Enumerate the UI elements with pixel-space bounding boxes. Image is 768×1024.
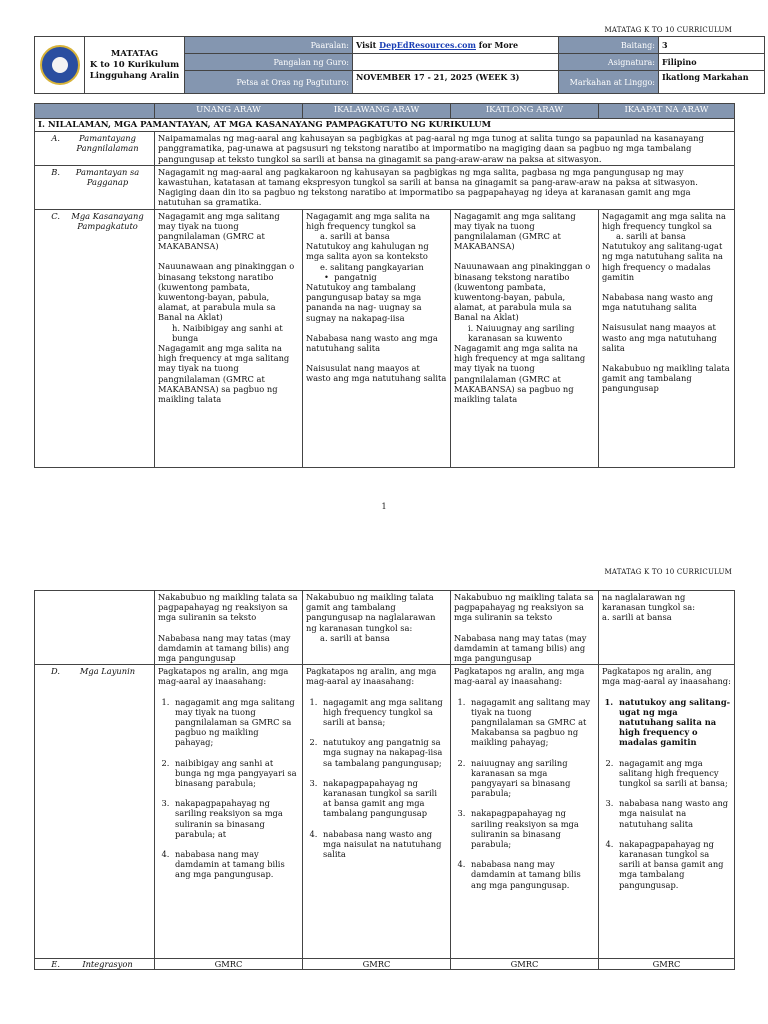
objective-item: 4. nababasa nang may damdamin at tamang bilis ang mga pangungusap. — [468, 859, 595, 890]
row-label-text: Pamantayan sa Pagganap — [75, 166, 140, 188]
row-letter: C. — [51, 210, 60, 221]
objective-item: 4. nababasa nang may damdamin at tamang bilis ang mga pangungusap. — [172, 849, 299, 880]
bullet-item — [306, 272, 447, 282]
layunin-day3 — [451, 665, 599, 959]
paragraph: Naisusulat nang maayos at wasto ang mga natutuhang salita — [602, 322, 717, 353]
title-line-1: MATATAG — [110, 48, 159, 59]
objective-item: 1. nagagamit ang mga salitang may tiyak na tuong pangnilalaman sa GMRC sa pagbuo ng maikling pahayag; — [172, 697, 299, 748]
day-header-2: IKALAWANG ARAW — [303, 104, 451, 119]
petsa-label: Petsa at Oras ng Pagtuturo: — [185, 71, 353, 94]
page-number: 1 — [381, 502, 387, 511]
continuation-day3 — [451, 591, 599, 665]
sub-item: a. sarili at bansa — [616, 231, 686, 242]
lesson-table-page2 — [34, 590, 735, 970]
guro-value — [353, 54, 559, 71]
integrasyon-day2: GMRC — [303, 959, 451, 970]
objective-item: 2. nagagamit ang mga salitang high frequency tungkol sa sarili at bansa; — [616, 758, 731, 789]
paragraph: Nagagamit ang mga salitang may tiyak na tuong pangnilalaman (GMRC at MAKABANSA) — [454, 210, 576, 252]
asignatura-label: Asignatura: — [559, 54, 659, 71]
row-letter: A. — [51, 133, 60, 144]
paragraph: Nagagamit ang mga salita na high frequency at mga salitang may tiyak na tuong pangnilalaman (GMRC at MAKABANSA) sa pagbuo ng maikling talata — [454, 343, 586, 405]
document-title — [85, 37, 185, 94]
deped-seal-icon — [40, 45, 80, 85]
pamantayan-sa-pagganap-text: Nagagamit ng mag-aaral ang pagkakaroon ng kahusayan sa pagbigkas ng mga salita, pagbasa ng mga pangungusap ng may kawastuhan, katatasan at tamang ekspresyon tungkol sa sarili at bansa na ginagamit sa pang-araw-araw na paksa at sitwasyon. Nagiging daan din ito sa pagbuo ng tekstong naratibo at impormatibo sa pagpapahayag ng ideya at karanasan gamit ang mga natutuhan sa gramatika. — [155, 165, 735, 209]
paragraph: Nagagamit ang mga salitang may tiyak na tuong pangnilalaman (GMRC at MAKABANSA) — [158, 210, 280, 252]
integrasyon-day1: GMRC — [155, 959, 303, 970]
header-table — [34, 36, 765, 94]
layunin-intro: Pagkatapos ng aralin, ang mga mag-aaral ay inaasahang: — [602, 666, 731, 687]
paragraph: Nababasa nang wasto ang mga natutuhang salita — [306, 332, 438, 354]
objective-item: 3. nakapagpapahayag ng karanasan tungkol sa sarili at bansa gamit ang mga tambalang pangungusap — [320, 778, 447, 819]
paragraph: Natutukoy ang salitang-ugat ng mga natutuhang salita na high frequency o madalas gamitin — [602, 241, 724, 282]
objective-item: 3. nakapagpapahayag ng sariling reaksiyon sa mga suliranin sa binasang parabula; at — [172, 798, 299, 839]
layunin-intro: Pagkatapos ng aralin, ang mga mag-aaral ay inaasahang: — [306, 666, 437, 687]
sub-item: a. sarili at bansa — [602, 612, 672, 623]
paragraph: Nauunawaan ang pinakinggan o binasang tekstong naratibo (kuwentong pambata, kuwentong-bayan, pabula, alamat, at parabula mula sa Banal na Aklat) — [158, 261, 295, 323]
row-label-text: Mga Layunin — [79, 666, 136, 677]
row-label-mga-layunin — [35, 665, 155, 959]
sub-item: a. sarili at bansa — [320, 632, 390, 643]
markahan-value: Ikatlong Markahan — [659, 71, 765, 94]
kasanayan-day3 — [451, 209, 599, 467]
objectives-list — [158, 697, 299, 880]
paragraph: Nababasa nang wasto ang mga natutuhang salita — [602, 292, 714, 313]
depedresources-link[interactable]: DepEdResources.com — [379, 40, 476, 50]
continuation-label-cell — [35, 591, 155, 665]
kasanayan-day2 — [303, 209, 451, 467]
objective-item: 1. natutukoy ang salitang-ugat ng mga natutuhang salita na high frequency o madalas gamitin — [616, 697, 731, 748]
sub-item: e. salitang pangkayarian — [320, 261, 424, 272]
lesson-table-page1 — [34, 103, 735, 468]
continuation-day1 — [155, 591, 303, 665]
paragraph: Nauunawaan ang pinakinggan o binasang tekstong naratibo (kuwentong pambata, kuwentong-bayan, pabula, alamat, at parabula mula sa Banal na Aklat) — [454, 261, 591, 323]
curriculum-tag: MATATAG K TO 10 CURRICULUM — [604, 568, 732, 576]
paragraph: Nakabubuo ng maikling talata sa pagpapahayag ng reaksiyon sa mga suliranin sa teksto — [158, 592, 298, 623]
baitang-value: 3 — [659, 37, 765, 54]
asignatura-value: Filipino — [659, 54, 765, 71]
objective-item: 2. naibibigay ang sanhi at bunga ng mga pangyayari sa binasang parabula; — [172, 758, 299, 789]
row-letter: E. — [51, 959, 60, 970]
paragraph: Nababasa nang may tatas (may damdamin at tamang bilis) ang mga pangungusap — [454, 632, 587, 664]
objective-item: 3. nakapagpapahayag ng sariling reaksiyon sa mga suliranin sa binasang parabula; — [468, 808, 595, 849]
kasanayan-day1 — [155, 209, 303, 467]
objective-item: 4. nababasa nang wasto ang mga naisulat na natutuhang salita — [320, 829, 447, 860]
row-label-text: Mga Kasanayang Pampagkatuto — [71, 210, 144, 231]
sub-item: i. Naiuugnay ang sariling karanasan sa kuwento — [468, 322, 575, 343]
day-header-4: IKAAPAT NA ARAW — [599, 104, 735, 119]
paaralan-label: Paaralan: — [185, 37, 353, 54]
integrasyon-day4: GMRC — [599, 959, 735, 970]
paragraph: Nakabubuo ng maikling talata gamit ang tambalang pangungusap — [602, 363, 730, 394]
paragraph: Naisusulat nang maayos at wasto ang mga natutuhang salita — [306, 363, 447, 384]
pamantayang-pangnilalaman-text: Naipamamalas ng mag-aaral ang kahusayan sa pagbigkas at pag-aaral ng mga tunog at salita tungo sa papaunlad na kasanayang panggramatika, pag-unawa at pagsusuri ng tekstong naratibo at impormatibo na magiging daan sa pagbuo ng mga tambalang pangungusap at teksto tungkol sa sarili at bansa na ginagamit sa pang-araw-araw na paksa at sitwasyon. — [155, 132, 735, 166]
corner-cell — [35, 104, 155, 119]
objectives-list — [454, 697, 595, 890]
deped-seal — [35, 37, 85, 94]
paragraph: Nagagamit ang mga salita na high frequency at mga salitang may tiyak na tuong pangnilalaman (GMRC at MAKABANSA) sa pagbuo ng maikling talata — [158, 343, 290, 405]
row-letter: B. — [51, 166, 60, 177]
day-header-1: UNANG ARAW — [155, 104, 303, 119]
title-line-2: K to 10 Kurikulum — [89, 59, 180, 70]
objective-item: 4. nakapagpapahayag ng karanasan tungkol sa sarili at bansa gamit ang mga tambalang pangungusap. — [616, 839, 731, 890]
title-line-3: Lingguhang Aralin — [89, 70, 180, 81]
row-label-kasanayang-pampagkatuto — [35, 209, 155, 467]
markahan-label: Markahan at Linggo: — [559, 71, 659, 94]
row-label-pamantayan-sa-pagganap — [35, 165, 155, 209]
objectives-list — [306, 697, 447, 860]
paaralan-value — [353, 37, 559, 54]
row-label-integrasyon — [35, 959, 155, 970]
objective-item: 1. nagagamit ang mga salitang high frequency tungkol sa sarili at bansa; — [320, 697, 447, 728]
bullet-icon: • — [324, 271, 335, 282]
section-heading: I. NILALAMAN, MGA PAMANTAYAN, AT MGA KASANAYANG PAMPAGKATUTO NG KURIKULUM — [35, 119, 735, 132]
objectives-list — [602, 697, 731, 890]
paragraph: Natutukoy ang tambalang pangungusap batay sa mga pananda na nag- uugnay sa sugnay na nakapag-iisa — [306, 282, 422, 323]
objective-item: 2. naiuugnay ang sariling karanasan sa mga pangyayari sa binasang parabula; — [468, 758, 595, 799]
integrasyon-day3: GMRC — [451, 959, 599, 970]
kasanayan-day4 — [599, 209, 735, 467]
continuation-day2 — [303, 591, 451, 665]
paragraph: Nagagamit ang mga salita na high frequency tungkol sa — [306, 210, 430, 231]
baitang-label: Baitang: — [559, 37, 659, 54]
paragraph: Nakabubuo ng maikling talata sa pagpapahayag ng reaksiyon sa mga suliranin sa teksto — [454, 592, 594, 623]
sub-item: h. Naibibigay ang sanhi at bunga — [172, 322, 283, 343]
row-label-text: Pamantayang Pangnilalaman — [76, 133, 139, 154]
layunin-day4 — [599, 665, 735, 959]
layunin-intro: Pagkatapos ng aralin, ang mga mag-aaral ay inaasahang: — [454, 666, 585, 687]
paragraph: Nababasa nang may tatas (may damdamin at tamang bilis) ang mga pangungusap — [158, 632, 291, 664]
paaralan-prefix: Visit — [356, 40, 380, 50]
bullet-text: pangatnig — [334, 271, 377, 282]
sub-item: a. sarili at bansa — [320, 231, 390, 242]
continuation-day4 — [599, 591, 735, 665]
paaralan-suffix: for More — [475, 40, 519, 50]
row-letter: D. — [51, 666, 60, 677]
paragraph: Natutukoy ang kahulugan ng mga salita ayon sa konteksto — [306, 241, 429, 262]
row-label-pamantayang-pangnilalaman — [35, 132, 155, 166]
objective-item: 2. natutukoy ang pangatnig sa mga sugnay na nakapag-iisa sa tambalang pangungusap; — [320, 737, 447, 768]
paragraph: Nagagamit ang mga salita na high frequency tungkol sa — [602, 210, 726, 231]
paragraph: na naglalarawan ng karanasan tungkol sa: — [602, 592, 696, 613]
day-header-3: IKATLONG ARAW — [451, 104, 599, 119]
layunin-day1 — [155, 665, 303, 959]
guro-label: Pangalan ng Guro: — [185, 54, 353, 71]
layunin-day2 — [303, 665, 451, 959]
objective-item: 3. nababasa nang wasto ang mga naisulat na natutuhang salita — [616, 798, 731, 829]
petsa-value: NOVEMBER 17 - 21, 2025 (WEEK 3) — [353, 71, 559, 94]
curriculum-tag: MATATAG K TO 10 CURRICULUM — [604, 26, 732, 34]
objective-item: 1. nagagamit ang salitang may tiyak na tuong pangnilalaman sa GMRC at Makabansa sa pagbuo ng maikling pahayag; — [468, 697, 595, 748]
layunin-intro: Pagkatapos ng aralin, ang mga mag-aaral ay inaasahang: — [158, 666, 289, 687]
paragraph: Nakabubuo ng maikling talata gamit ang tambalang pangungusap na naglalarawan ng karanasan tungkol sa: — [306, 592, 436, 633]
row-label-text: Integrasyon — [82, 959, 133, 970]
